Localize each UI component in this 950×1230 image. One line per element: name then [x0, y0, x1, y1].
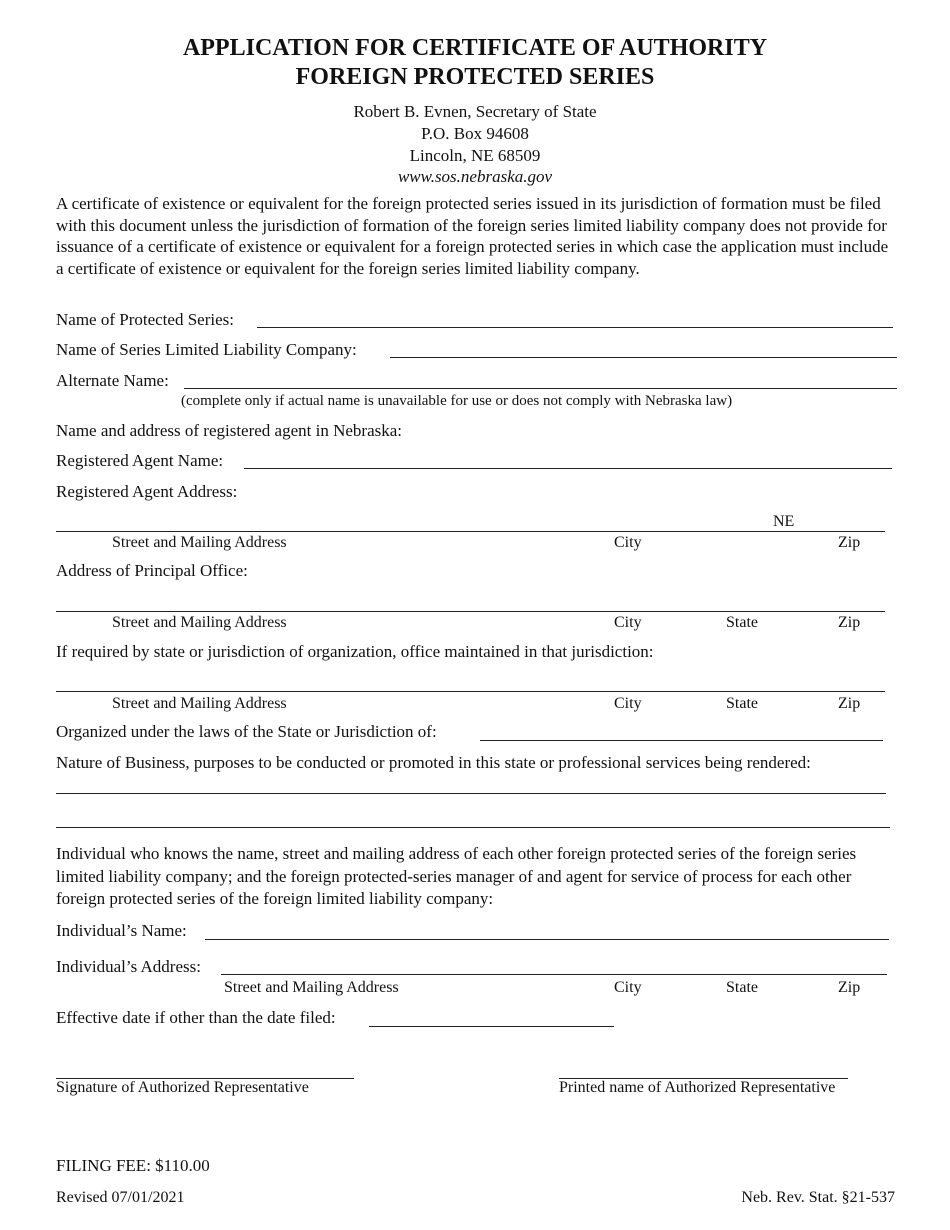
form-title: APPLICATION FOR CERTIFICATE OF AUTHORITY [182, 35, 768, 61]
jurisdiction-state-label: State [726, 695, 758, 712]
individual-zip-label: Zip [838, 979, 861, 996]
agent-street-label: Street and Mailing Address [112, 534, 287, 551]
form-subtitle: FOREIGN PROTECTED SERIES [295, 64, 655, 90]
agent-address-field[interactable] [56, 531, 885, 532]
individual-address-label: Individual’s Address: [56, 957, 201, 976]
filing-fee: FILING FEE: $110.00 [56, 1156, 210, 1175]
city-state-zip: Lincoln, NE 68509 [409, 146, 541, 165]
individual-address-field[interactable] [221, 974, 887, 975]
printed-name-label: Printed name of Authorized Representative [559, 1079, 836, 1096]
agent-zip-label: Zip [838, 534, 861, 551]
jurisdiction-office-label: If required by state or jurisdiction of organization, office maintained in that jurisdiction: [56, 642, 654, 661]
organized-under-label: Organized under the laws of the State or Jurisdiction of: [56, 722, 437, 741]
secretary-of-state: Robert B. Evnen, Secretary of State [353, 102, 597, 121]
llc-name-label: Name of Series Limited Liability Company: [56, 340, 357, 359]
principal-zip-label: Zip [838, 614, 861, 631]
principal-state-label: State [726, 614, 758, 631]
intro-paragraph: A certificate of existence or equivalent for the foreign protected series issued in its jurisdiction of formation must be filed with this document unless the jurisdiction of formation of the foreign series limited liability company does not provide for issuance of a certificate of existence or equivalent for a foreign protected series in which case the application must include a certificate of existence or equivalent for the foreign series limited liability company. [56, 194, 889, 278]
registered-agent-heading: Name and address of registered agent in Nebraska: [56, 421, 403, 440]
agent-city-label: City [614, 534, 642, 551]
principal-city-label: City [614, 614, 642, 631]
principal-office-field[interactable] [56, 611, 885, 612]
alternate-name-field[interactable] [184, 388, 897, 389]
alternate-name-label: Alternate Name: [56, 371, 169, 390]
protected-series-label: Name of Protected Series: [56, 310, 234, 329]
individual-paragraph: Individual who knows the name, street and mailing address of each other foreign protected series of the foreign series limited liability company; and the foreign protected-series manager of and agent for service of process for each other foreign protected series of the foreign limited liability company: [56, 844, 857, 908]
jurisdiction-zip-label: Zip [838, 695, 861, 712]
individual-name-label: Individual’s Name: [56, 921, 187, 940]
agent-name-label: Registered Agent Name: [56, 451, 224, 470]
agent-address-label: Registered Agent Address: [56, 482, 238, 501]
alternate-name-note: (complete only if actual name is unavailable for use or does not comply with Nebraska law) [181, 393, 733, 409]
llc-name-field[interactable] [390, 357, 897, 358]
individual-name-field[interactable] [205, 939, 889, 940]
individual-city-label: City [614, 979, 642, 996]
agent-name-field[interactable] [244, 468, 892, 469]
individual-state-label: State [726, 979, 758, 996]
nature-of-business-field-1[interactable] [56, 793, 886, 794]
principal-street-label: Street and Mailing Address [112, 614, 287, 631]
po-box: P.O. Box 94608 [421, 124, 529, 143]
effective-date-field[interactable] [369, 1026, 614, 1027]
jurisdiction-office-field[interactable] [56, 691, 885, 692]
signature-label: Signature of Authorized Representative [56, 1079, 309, 1096]
principal-office-label: Address of Principal Office: [56, 561, 248, 580]
agent-state-value: NE [773, 513, 795, 530]
jurisdiction-street-label: Street and Mailing Address [112, 695, 287, 712]
nature-of-business-label: Nature of Business, purposes to be conducted or promoted in this state or professional services being rendered: [56, 753, 811, 772]
individual-street-label: Street and Mailing Address [224, 979, 399, 996]
website: www.sos.nebraska.gov [397, 167, 553, 186]
protected-series-field[interactable] [257, 327, 893, 328]
nature-of-business-field-2[interactable] [56, 827, 890, 828]
organized-under-field[interactable] [480, 740, 883, 741]
jurisdiction-city-label: City [614, 695, 642, 712]
effective-date-label: Effective date if other than the date filed: [56, 1008, 336, 1027]
revised-date: Revised 07/01/2021 [56, 1189, 185, 1206]
statute-reference: Neb. Rev. Stat. §21-537 [741, 1189, 895, 1206]
